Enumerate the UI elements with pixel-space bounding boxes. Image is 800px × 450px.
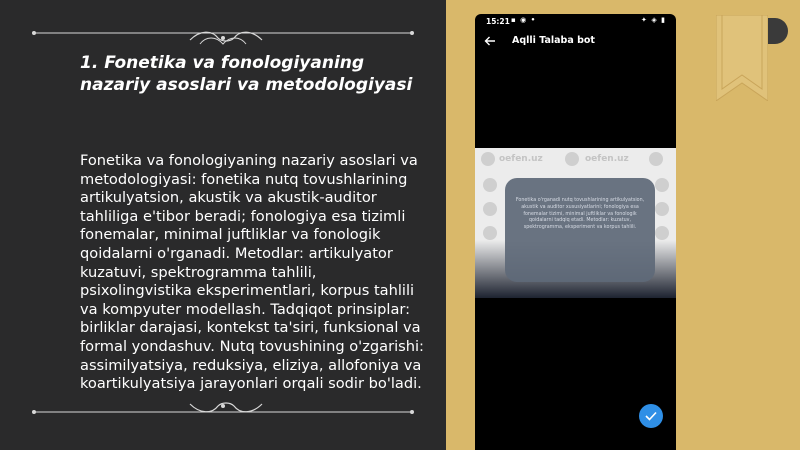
watermark-logo-icon <box>481 152 495 166</box>
status-bar <box>475 14 676 30</box>
notification-icons: ▪ ◉ • <box>511 16 537 24</box>
status-time: 15:21 <box>486 17 510 26</box>
chat-title: Aqlli Talaba bot <box>512 35 595 46</box>
back-arrow-icon[interactable] <box>484 35 496 47</box>
slide-body-text: Fonetika va fonologiyaning nazariy asoslari va metodologiyasi: fonetika nutq tovushlarining artikulyatsion, akustik va akustik-auditor tahliliga e'tibor beradi; fonologiya esa tizimli fonemalar, minimal juftliklar va fonologik qoidalarni o'rganadi. Metodlar: artikulyator kuzatuvi, spektrogramma tahlili, psixolingvistika eksperimentlari, korpus tahlili va kompyuter modellash. Tadqiqot prinsiplar: birliklar darajasi, kontekst ta'siri, funksional va formal yondashuv. Nutq tovushining o'zgarishi: assimilyatsiya, reduksiya, eliziya, allofoniya va koartikulyatsiya jarayonlari orqali sodir bo'ladi. <box>80 152 424 393</box>
ornament-divider-bottom-icon <box>30 396 416 422</box>
watermark-logo-icon <box>655 202 669 216</box>
watermark-text: oefen.uz <box>585 154 629 164</box>
watermark-logo-icon <box>655 226 669 240</box>
watermark-logo-icon <box>565 152 579 166</box>
slide-title: 1. Fonetika va fonologiyaning nazariy asoslari va metodologiyasi <box>80 53 413 95</box>
app-bar <box>475 30 676 56</box>
watermark-logo-icon <box>483 202 497 216</box>
watermark-logo-icon <box>483 178 497 192</box>
watermark-logo-icon <box>483 226 497 240</box>
watermark-logo-icon <box>655 178 669 192</box>
send-check-button[interactable] <box>639 404 663 428</box>
watermark-logo-icon <box>649 152 663 166</box>
watermark-text: oefen.uz <box>499 154 543 164</box>
check-icon <box>645 411 657 421</box>
phone-screenshot <box>475 14 676 450</box>
signal-battery-icon: ✦ ◈ ▮ <box>641 16 666 24</box>
image-message[interactable] <box>475 148 676 298</box>
ornament-divider-top-icon <box>30 26 416 52</box>
bookmark-ribbon-icon <box>716 15 768 101</box>
ai-response-bubble: Fonetika o'rganadi nutq tovushlarining artikulyatsion, akustik va auditor xususiyatlarini; fonologiya esa fonemalar tizimi, minimal juftliklar va fonologik qoidalarni tadqiq etadi. Metodlar: kuzatuv, spektrogramma, eksperiment va korpus tahlili. <box>505 178 655 282</box>
